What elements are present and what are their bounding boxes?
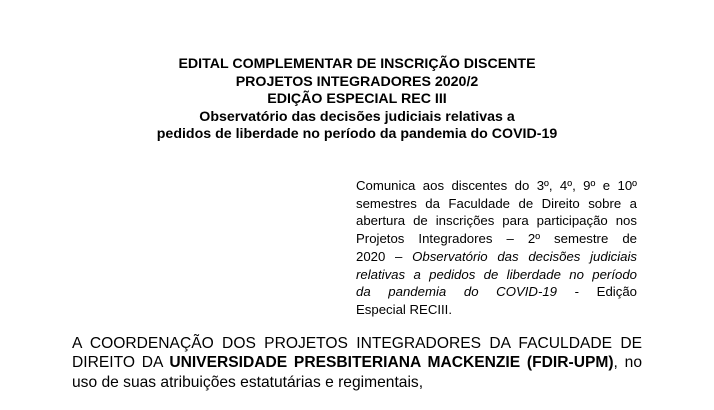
- summary-text: 2020 –: [356, 248, 413, 264]
- summary-line: Especial RECIII.: [356, 301, 453, 317]
- intro-line: [72, 353, 642, 372]
- summary-line: Comunica aos discentes do 3º, 4º, 9º e 10º: [356, 178, 637, 193]
- title-observatorio: Observatório das decisões judiciais relativas a: [199, 108, 515, 125]
- title-edital: EDITAL COMPLEMENTAR DE INSCRIÇÃO DISCENTE: [178, 56, 536, 72]
- summary-line: Projetos Integradores – 2º semestre de: [356, 231, 637, 247]
- summary-paragraph: [356, 177, 637, 319]
- summary-line: [356, 248, 637, 266]
- intro-line: A COORDENAÇÃO DOS PROJETOS INTEGRADORES DA FACULDADE DE: [72, 335, 642, 352]
- summary-line: [356, 283, 637, 301]
- summary-italic-text: relativas a pedidos de liberdade no período: [356, 266, 637, 282]
- intro-paragraph: [72, 334, 642, 392]
- summary-line: semestres da Faculdade de Direito sobre a: [356, 195, 637, 211]
- summary-italic-text: da pandemia do COVID-19: [356, 284, 557, 300]
- intro-text: , no: [613, 354, 642, 372]
- summary-text: - Edição: [557, 284, 637, 300]
- title-edicao: EDIÇÃO ESPECIAL REC III: [267, 91, 447, 108]
- document-title-block: [0, 56, 714, 144]
- university-name: UNIVERSIDADE PRESBITERIANA MACKENZIE (FDIR-UPM): [169, 354, 614, 372]
- intro-line: uso de suas atribuições estatutárias e regimentais,: [72, 373, 424, 391]
- summary-line: [356, 266, 637, 284]
- summary-italic-text: Observatório das decisões judiciais: [412, 248, 637, 264]
- title-projetos: PROJETOS INTEGRADORES 2020/2: [235, 73, 479, 90]
- summary-line: abertura de inscrições para participação nos: [356, 213, 637, 229]
- title-pedidos: pedidos de liberdade no período da pandemia do COVID-19: [156, 126, 558, 143]
- intro-text: DIREITO DA: [72, 354, 170, 372]
